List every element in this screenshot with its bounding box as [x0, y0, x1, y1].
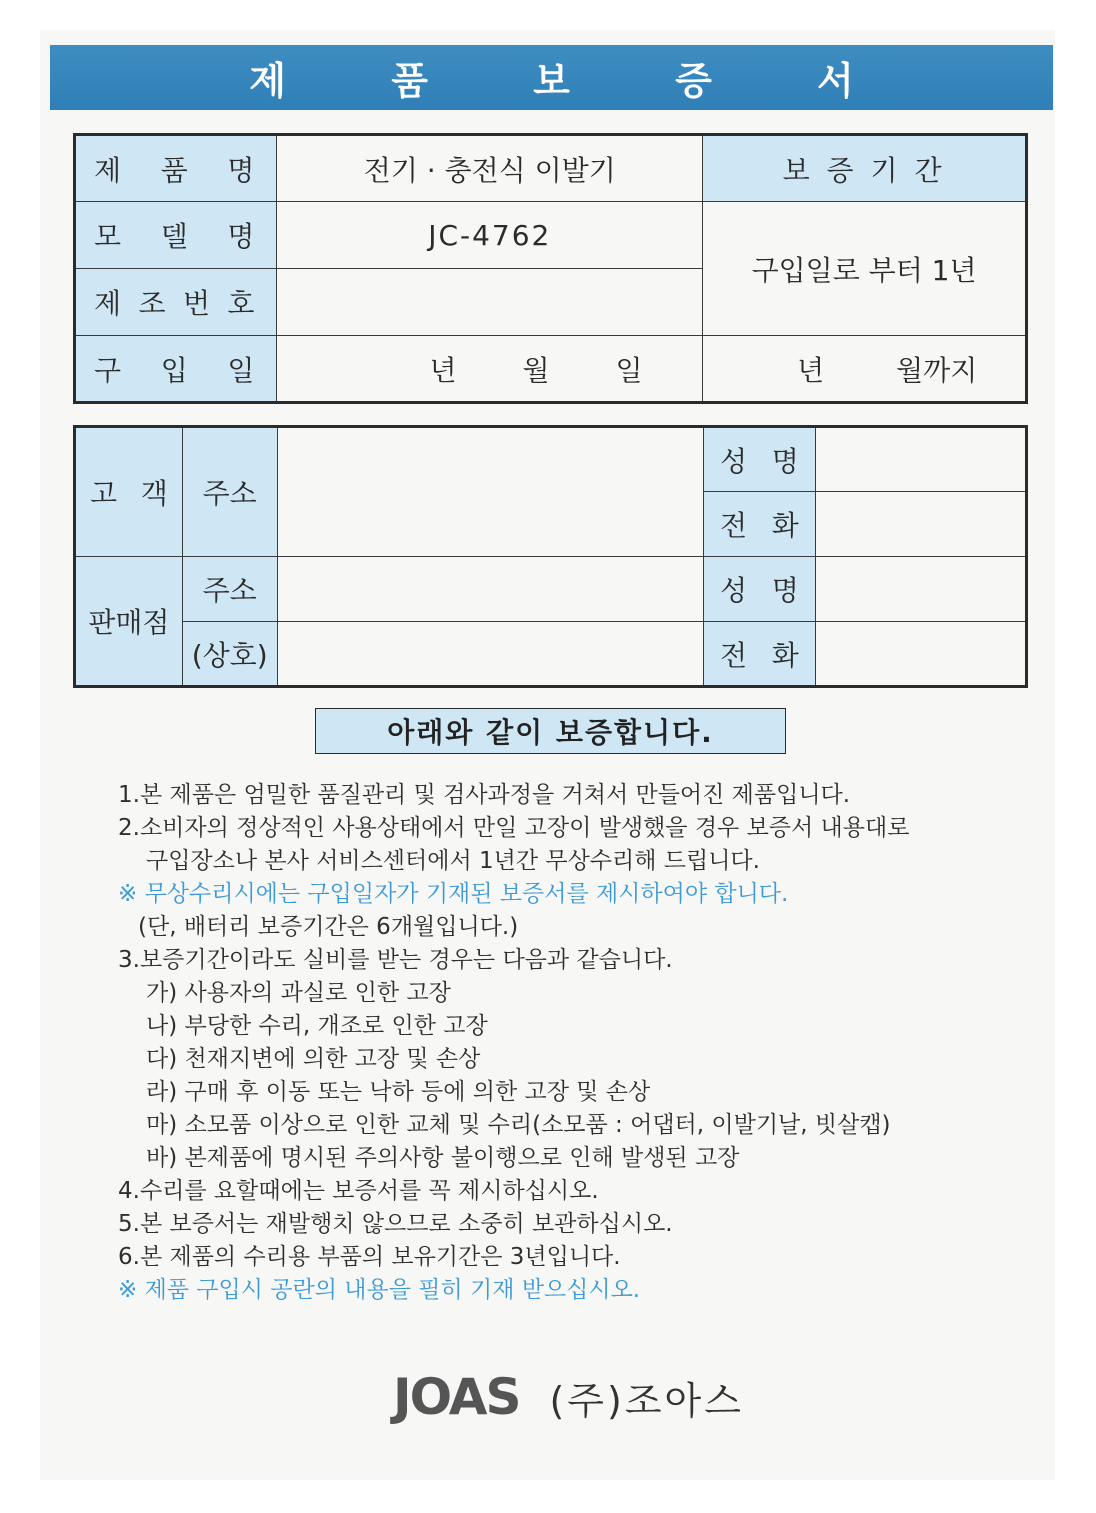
- term-line: 나) 부당한 수리, 개조로 인한 고장: [146, 1013, 488, 1039]
- serial-number-field[interactable]: [277, 269, 703, 336]
- product-name-value: 전기 · 충전식 이발기: [277, 135, 703, 202]
- term-line: 가) 사용자의 과실로 인한 고장: [146, 980, 451, 1006]
- term-line: 마) 소모품 이상으로 인한 교체 및 수리(소모품 : 어댑터, 이발기날, 빗살캡): [146, 1112, 891, 1138]
- footer: [393, 1368, 744, 1426]
- customer-address-field[interactable]: [277, 427, 703, 557]
- term-line: 구입장소나 본사 서비스센터에서 1년간 무상수리해 드립니다.: [146, 848, 760, 874]
- dealer-address-label: 주소: [182, 557, 277, 622]
- product-name-label: 제 품 명: [75, 135, 277, 202]
- term-line: ※ 제품 구입시 공란의 내용을 필히 기재 받으십시오.: [118, 1277, 641, 1303]
- product-info-table: [73, 133, 1028, 404]
- warranty-subtitle: 아래와 같이 보증합니다.: [315, 708, 786, 754]
- term-line: 라) 구매 후 이동 또는 낙하 등에 의한 고장 및 손상: [146, 1079, 651, 1105]
- warranty-until-field[interactable]: [703, 336, 1027, 403]
- customer-name-label: 성 명: [703, 427, 815, 492]
- purchase-month-unit: 월: [522, 353, 550, 387]
- customer-phone-label: 전 화: [703, 492, 815, 557]
- model-value: JC-4762: [277, 202, 703, 269]
- term-line: 1.본 제품은 엄밀한 품질관리 및 검사과정을 거쳐서 만들어진 제품입니다.: [118, 782, 851, 808]
- model-label: 모 델 명: [75, 202, 277, 269]
- customer-address-label: 주소: [182, 427, 277, 557]
- dealer-address-field[interactable]: [277, 557, 703, 622]
- dealer-company-field[interactable]: [277, 622, 703, 687]
- serial-number-label: 제 조 번 호: [75, 269, 277, 336]
- dealer-name-label: 성 명: [703, 557, 815, 622]
- purchase-year-unit: 년: [429, 353, 457, 387]
- until-year-unit: 년: [797, 353, 825, 387]
- customer-dealer-table: [73, 425, 1028, 688]
- term-line: (단, 배터리 보증기간은 6개월입니다.): [138, 914, 519, 940]
- joas-logo: JOAS: [393, 1368, 520, 1426]
- company-name: (주)조아스: [549, 1378, 744, 1423]
- dealer-name-field[interactable]: [815, 557, 1026, 622]
- page-title: 제 품 보 증 서: [50, 45, 1053, 110]
- term-line: ※ 무상수리시에는 구입일자가 기재된 보증서를 제시하여야 합니다.: [118, 881, 789, 907]
- until-month-unit: 월까지: [896, 353, 978, 387]
- customer-label: 고 객: [75, 427, 183, 557]
- purchase-date-label: 구 입 일: [75, 336, 277, 403]
- warranty-period-value: 구입일로 부터 1년: [703, 202, 1027, 336]
- term-line: 2.소비자의 정상적인 사용상태에서 만일 고장이 발생했을 경우 보증서 내용대로: [118, 815, 910, 841]
- dealer-phone-label: 전 화: [703, 622, 815, 687]
- term-line: 5.본 보증서는 재발행치 않으므로 소중히 보관하십시오.: [118, 1211, 673, 1237]
- dealer-label: 판매점: [75, 557, 183, 687]
- purchase-day-unit: 일: [615, 353, 643, 387]
- term-line: 바) 본제품에 명시된 주의사항 불이행으로 인해 발생된 고장: [146, 1145, 740, 1171]
- term-line: 3.보증기간이라도 실비를 받는 경우는 다음과 같습니다.: [118, 947, 673, 973]
- purchase-date-field[interactable]: [277, 336, 703, 403]
- warranty-period-label: 보 증 기 간: [703, 135, 1027, 202]
- dealer-company-label: (상호): [182, 622, 277, 687]
- customer-phone-field[interactable]: [815, 492, 1026, 557]
- term-line: 4.수리를 요할때에는 보증서를 꼭 제시하십시오.: [118, 1178, 599, 1204]
- term-line: 6.본 제품의 수리용 부품의 보유기간은 3년입니다.: [118, 1244, 621, 1270]
- term-line: 다) 천재지변에 의한 고장 및 손상: [146, 1046, 481, 1072]
- customer-name-field[interactable]: [815, 427, 1026, 492]
- dealer-phone-field[interactable]: [815, 622, 1026, 687]
